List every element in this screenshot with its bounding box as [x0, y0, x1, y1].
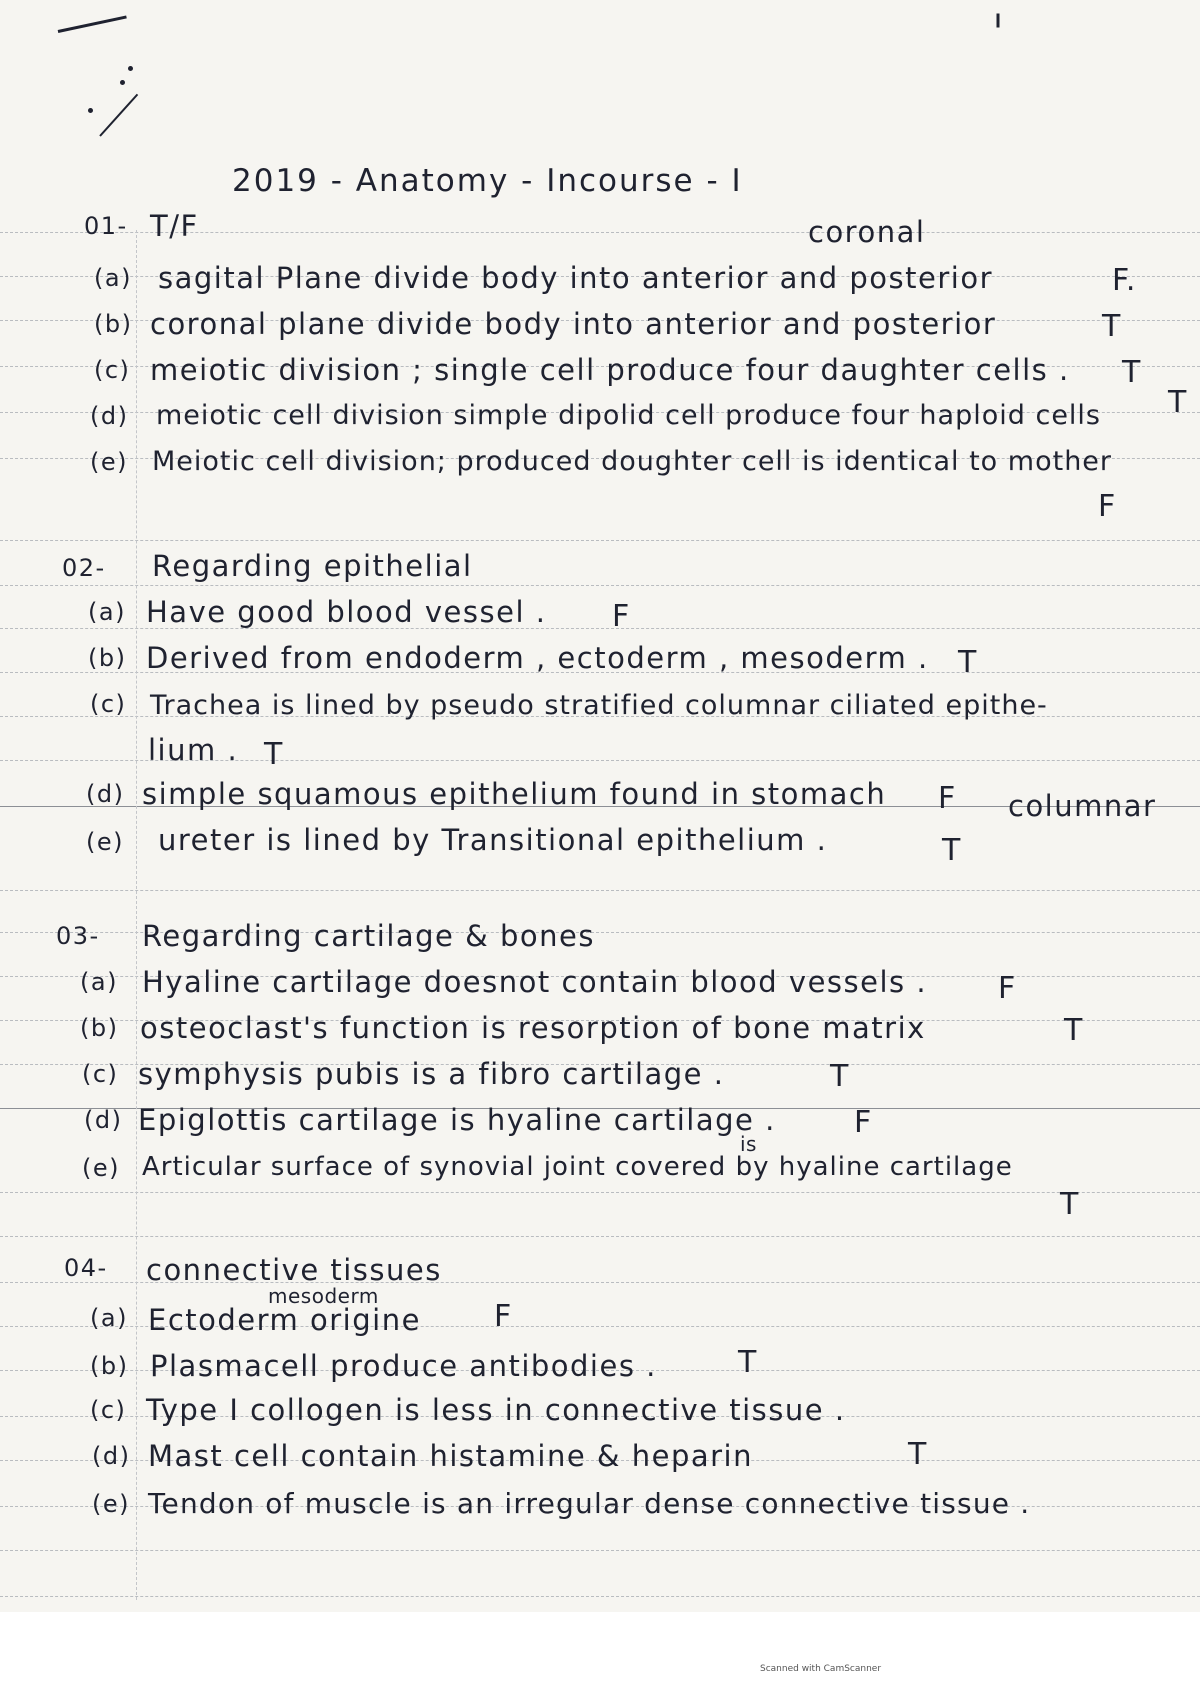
item-answer: T — [738, 1345, 758, 1380]
pen-dot — [88, 108, 93, 113]
item-text: symphysis pubis is a fibro cartilage . — [138, 1057, 725, 1091]
question-number: 02- — [62, 554, 106, 582]
question-heading: connective tissues — [146, 1253, 442, 1287]
margin-note: coronal — [808, 215, 926, 249]
item-text: Plasmacell produce antibodies . — [150, 1349, 657, 1383]
item-answer: F. — [1112, 263, 1137, 298]
ruled-line — [0, 1550, 1200, 1551]
item-label: (e) — [82, 1154, 120, 1182]
item-answer: T — [830, 1059, 850, 1094]
item-text: meiotic cell division simple dipolid cell produce four haploid cells — [156, 400, 1101, 431]
item-answer: T — [958, 645, 978, 680]
item-answer: F — [494, 1299, 513, 1334]
pen-stroke — [58, 15, 127, 32]
margin-note: columnar — [1008, 789, 1157, 823]
item-label: (d) — [92, 1442, 131, 1470]
item-answer: T — [264, 737, 284, 772]
item-label: (c) — [82, 1060, 119, 1088]
item-text: Mast cell contain histamine & heparin — [148, 1439, 753, 1473]
item-text: Articular surface of synovial joint covered by hyaline cartilage — [142, 1152, 1013, 1182]
item-label: (d) — [86, 780, 125, 808]
question-heading: T/F — [150, 209, 199, 243]
page-bottom-edge — [0, 1612, 1200, 1698]
item-label: (c) — [90, 1396, 127, 1424]
item-answer: F — [1098, 489, 1117, 524]
scanner-watermark: Scanned with CamScanner — [760, 1664, 882, 1674]
item-text: coronal plane divide body into anterior and posterior — [150, 307, 997, 341]
item-text: ureter is lined by Transitional epithelium . — [158, 823, 828, 857]
item-text: Have good blood vessel . — [146, 595, 547, 629]
margin-line — [136, 230, 137, 1600]
item-text: Trachea is lined by pseudo stratified columnar ciliated epithe- — [150, 690, 1048, 721]
item-label: (e) — [92, 1490, 130, 1518]
item-label: (b) — [88, 644, 127, 672]
item-answer: F — [998, 971, 1017, 1006]
ruled-line — [0, 1192, 1200, 1193]
pen-dot — [120, 80, 125, 85]
item-label: (d) — [90, 402, 129, 430]
question-heading: Regarding cartilage & bones — [142, 919, 595, 953]
item-text: Tendon of muscle is an irregular dense connective tissue . — [148, 1487, 1031, 1520]
item-label: (e) — [86, 828, 124, 856]
item-answer: T — [1064, 1013, 1084, 1048]
item-label: (a) — [88, 598, 126, 626]
page-title: 2019 - Anatomy - Incourse - I — [232, 163, 743, 199]
item-answer: F — [938, 781, 957, 816]
pen-stroke — [997, 14, 1000, 28]
question-number: 03- — [56, 922, 100, 950]
ruled-line — [0, 1596, 1200, 1597]
question-number: 01- — [84, 212, 128, 240]
item-label: (b) — [94, 310, 133, 338]
item-text: lium . — [148, 733, 239, 767]
item-text: Type I collogen is less in connective tissue . — [146, 1393, 846, 1427]
question-heading: Regarding epithelial — [152, 549, 473, 583]
item-label: (c) — [94, 356, 131, 384]
pen-dot — [128, 66, 133, 71]
item-text: Epiglottis cartilage is hyaline cartilage . — [138, 1103, 776, 1137]
item-text: Ectoderm origine — [148, 1303, 421, 1337]
item-label: (d) — [84, 1106, 123, 1134]
inserted-word: is — [740, 1132, 757, 1156]
pen-stroke — [99, 94, 138, 137]
item-answer: F — [612, 599, 631, 634]
item-answer: T — [1122, 355, 1142, 390]
item-text: Hyaline cartilage doesnot contain blood vessels . — [142, 965, 928, 999]
item-label: (c) — [90, 690, 127, 718]
item-answer: T — [1168, 385, 1188, 420]
item-label: (b) — [80, 1014, 119, 1042]
item-label: (b) — [90, 1352, 129, 1380]
question-number: 04- — [64, 1254, 108, 1282]
item-text: meiotic division ; single cell produce four daughter cells . — [150, 353, 1070, 387]
item-label: (a) — [94, 264, 132, 292]
item-text: simple squamous epithelium found in stomach — [142, 777, 887, 811]
item-answer: F — [854, 1105, 873, 1140]
item-text: Derived from endoderm , ectoderm , mesoderm . — [146, 641, 929, 675]
item-label: (a) — [90, 1304, 128, 1332]
item-answer: T — [942, 833, 962, 868]
item-label: (e) — [90, 448, 128, 476]
item-answer: T — [1102, 309, 1122, 344]
item-answer: T — [1060, 1187, 1080, 1222]
item-answer: T — [908, 1437, 928, 1472]
ruled-line — [0, 540, 1200, 541]
ruled-line — [0, 1236, 1200, 1237]
ruled-line — [0, 585, 1200, 586]
item-label: (a) — [80, 968, 118, 996]
item-text: sagital Plane divide body into anterior and posterior — [158, 261, 994, 295]
item-text: Meiotic cell division; produced doughter cell is identical to mother — [152, 446, 1113, 477]
inserted-word: mesoderm — [268, 1284, 379, 1308]
ruled-line — [0, 890, 1200, 891]
item-text: osteoclast's function is resorption of bone matrix — [140, 1011, 926, 1045]
